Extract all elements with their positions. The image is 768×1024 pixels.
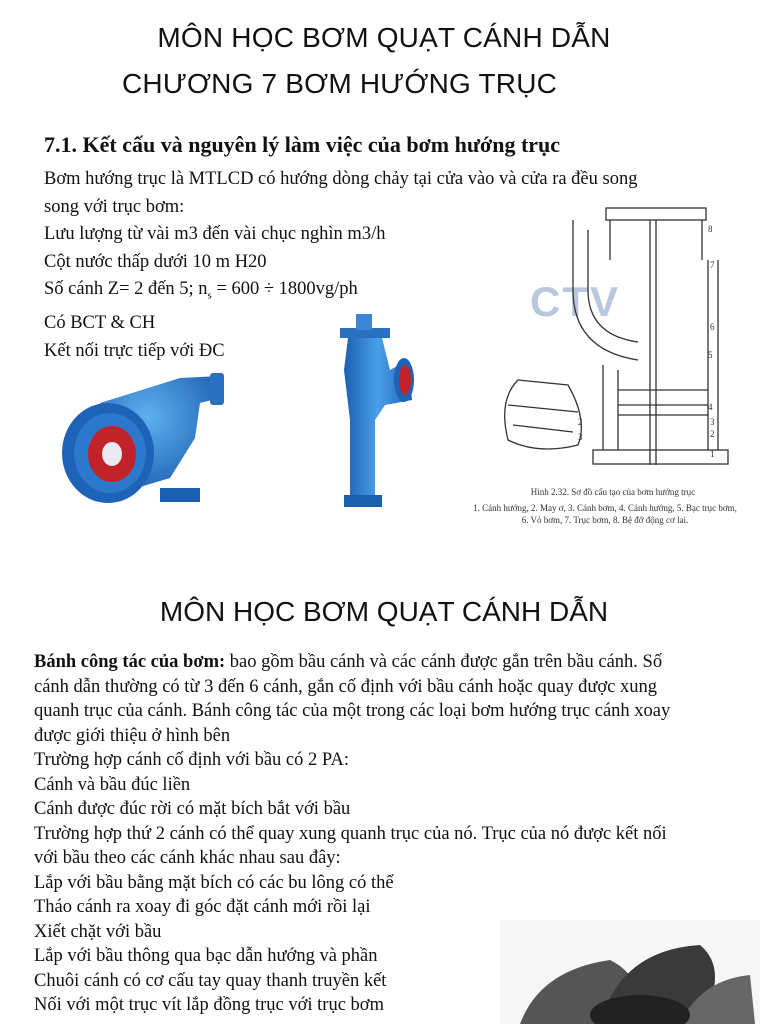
- figure-caption-line: 1. Cánh hướng, 2. May ơ, 3. Cánh bơm, 4. Cánh hướng, 5. Bạc trục bơm,: [473, 503, 737, 513]
- text-line: quanh trục của cánh. Bánh công tác của một trong các loại bơm hướng trục cánh xoay: [34, 701, 671, 721]
- text-line: Cánh và bầu đúc liền: [34, 774, 191, 795]
- section-heading: 7.1. Kết cấu và nguyên lý làm việc của bơm hướng trục: [44, 132, 561, 157]
- impeller-image: [500, 920, 760, 1024]
- svg-text:6: 6: [710, 322, 715, 332]
- impeller-term: Bánh công tác của bơm:: [34, 652, 226, 672]
- figure-caption-line: 6. Vỏ bơm, 7. Trục bơm, 8. Bệ đỡ động cơ lai.: [521, 515, 689, 525]
- figure-caption-title: Hình 2.32. Sơ đồ cấu tạo của bơm hướng trục: [530, 487, 696, 497]
- text-line: Tháo cánh ra xoay đi góc đặt cánh mới rồi lại: [34, 897, 371, 917]
- pump-diagram-image: [478, 200, 748, 485]
- blade-count-line: Số cánh Z= 2 đến 5; $n_s = 600 \div 1800vg/ph$: [44, 279, 358, 302]
- vertical-pump-image: [330, 310, 420, 510]
- svg-text:7: 7: [710, 260, 715, 270]
- text-line: Xiết chặt với bầu: [34, 921, 162, 942]
- text-line: Lắp với bầu bằng mặt bích có các bu lông có thể: [34, 872, 394, 893]
- text-line: Nối với một trục vít lắp đồng trục với trục bơm: [34, 995, 384, 1015]
- svg-text:3: 3: [578, 432, 583, 442]
- text-line: Trường hợp thứ 2 cánh có thể quay xung quanh trục của nó. Trục của nó được kết nối: [34, 823, 667, 844]
- text-line: được giới thiệu ở hình bên: [34, 725, 231, 746]
- text-line: cánh dẫn thường có từ 3 đến 6 cánh, gắn cố định với bầu cánh hoặc quay được xung: [34, 676, 657, 697]
- text-line: Lắp với bầu thông qua bạc dẫn hướng và phần: [34, 946, 378, 966]
- text-line: Cột nước thấp dưới 10 m H20: [44, 251, 267, 272]
- text-line: Lưu lượng từ vài m3 đến vài chục nghìn m3/h: [44, 224, 386, 244]
- text-line: với bầu theo các cánh khác nhau sau đây:: [34, 848, 341, 868]
- horizontal-pump-image: [60, 368, 230, 513]
- text-line: Bánh công tác của bơm: bao gồm bầu cánh và các cánh được gắn trên bầu cánh. Số: [34, 652, 663, 672]
- chapter-title: CHƯƠNG 7 BƠM HƯỚNG TRỤC: [122, 68, 558, 99]
- text-line: Kết nối trực tiếp với ĐC: [44, 340, 225, 361]
- svg-text:3: 3: [710, 417, 715, 427]
- svg-text:8: 8: [708, 224, 713, 234]
- text-line: Cánh được đúc rời có mặt bích bắt với bầu: [34, 799, 351, 819]
- svg-text:1: 1: [710, 449, 715, 459]
- watermark-logo: CTV: [530, 278, 620, 325]
- text-line: Có BCT & CH: [44, 313, 156, 334]
- svg-text:2: 2: [578, 417, 583, 427]
- text-line: song với trục bơm:: [44, 196, 185, 217]
- slide-2: [0, 580, 768, 1024]
- course-title: MÔN HỌC BƠM QUẠT CÁNH DẪN: [157, 22, 611, 53]
- text-line: Chuôi cánh có cơ cấu tay quay thanh truyền kết: [34, 970, 387, 991]
- text-line: Bơm hướng trục là MTLCD có hướng dòng chảy tại cửa vào và cửa ra đều song: [44, 169, 638, 189]
- svg-text:2: 2: [710, 429, 715, 439]
- svg-text:5: 5: [708, 350, 713, 360]
- svg-text:4: 4: [708, 402, 713, 412]
- course-title: MÔN HỌC BƠM QUẠT CÁNH DẪN: [159, 596, 609, 627]
- text-line: Trường hợp cánh cố định với bầu có 2 PA:: [34, 750, 349, 770]
